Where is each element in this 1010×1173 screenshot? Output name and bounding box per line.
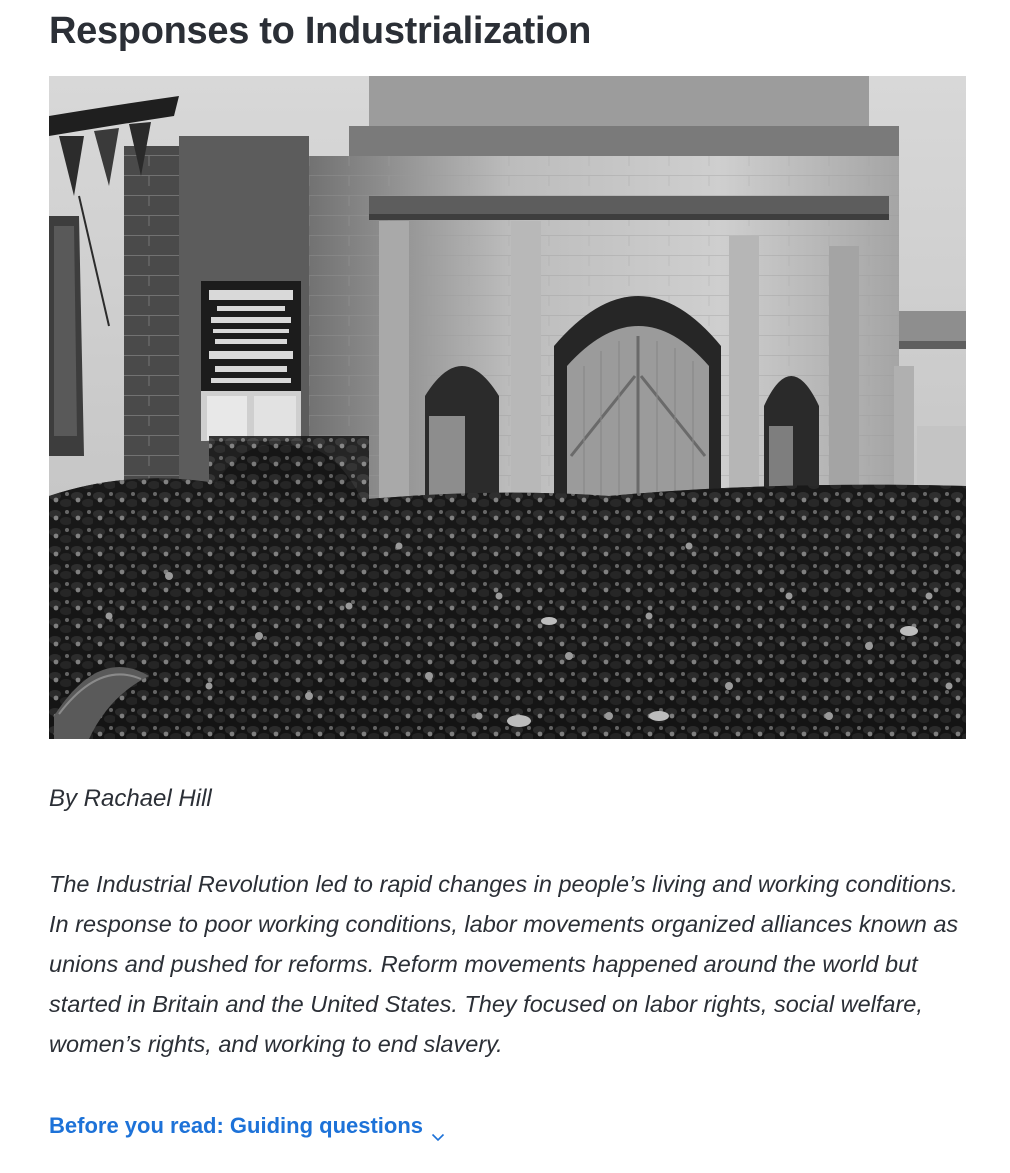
chevron-down-icon [431,1119,445,1133]
page-title: Responses to Industrialization [49,10,592,52]
guiding-questions-label: Before you read: Guiding questions [49,1113,424,1138]
hero-photo [49,76,966,739]
article-intro: The Industrial Revolution led to rapid changes in people’s living and working conditions. In response to poor working conditions, labor movements organized alliances known as unions and pushed for reforms. Reform movements happened around the world but started in Britain and the United States. They focused on labor rights, social welfare, women’s rights, and working to end slavery. [49,871,959,1057]
article [49,0,966,1138]
guiding-questions-toggle[interactable] [49,1108,445,1144]
byline: By Rachael Hill [49,785,212,812]
historic-crowd-photo [49,76,966,739]
